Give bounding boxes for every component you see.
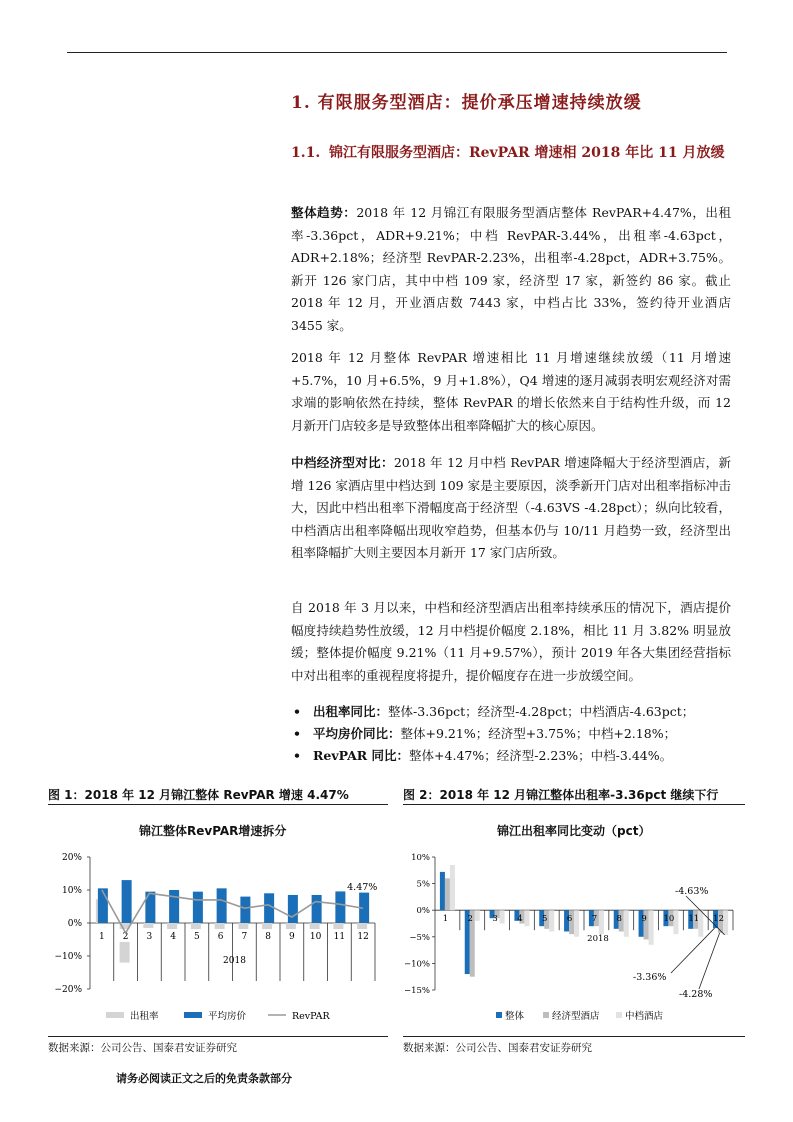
bullet-adr [291,723,731,745]
chart2-title: 锦江出租率同比变动（pct） [497,824,651,838]
adr-bar [288,895,298,923]
y-tick-label: 10% [61,886,82,896]
category-label: 1 [442,914,449,925]
category-label: 10 [309,932,322,942]
midscale-bar [450,865,455,910]
x-axis-year: 2018 [587,934,609,945]
occupancy-bar [143,923,153,928]
legend-occupancy-label: 出租率 [130,1011,159,1022]
legend-economy-swatch [543,1012,549,1018]
adr-bar [98,888,108,923]
adr-bar [264,893,274,923]
category-label: 12 [713,914,724,925]
midscale-bar [649,910,654,945]
category-label: 8 [265,932,271,942]
paragraph-label: 中档经济型对比： [291,455,394,470]
chart1-revpar [48,840,388,1035]
paragraph-text: 2018 年 12 月锦江有限服务型酒店整体 RevPAR+4.47%，出租率-3.36pct，ADR+9.21%；中档 RevPAR-3.44%，出租率-4.63pct，ADR+2.18%；经济型 RevPAR-2.23%，出租率-4.28pct，ADR+3.75%。新开 126 家门店，其中中档 109 家，经济型 17 家，新签约 86 家。截止 2018 年 12 月，开业酒店数 7443 家，中档占比 33%，签约待开业酒店 3455 家。 [291,205,731,333]
legend-overall-swatch [496,1012,502,1018]
figure2-source: 数据来源：公司公告、国泰君安证券研究 [403,1042,592,1054]
subsection-heading [291,142,731,164]
category-label: 10 [663,914,675,925]
source1-rule [48,1036,388,1037]
annotation-economy: -4.28% [679,989,713,1000]
category-label: 2 [122,932,129,942]
category-label: 3 [492,914,498,925]
category-label: 5 [194,932,200,942]
bullet-revpar [291,745,731,767]
adr-bar [312,895,322,923]
category-label: 5 [542,914,548,925]
y-tick-label: −10% [54,952,82,962]
midscale-bar [624,910,629,937]
bullet-occupancy [291,701,731,723]
midscale-bar [574,910,579,937]
midscale-bar [475,910,480,921]
legend-adr-swatch [184,1012,202,1018]
midscale-bar [524,910,529,926]
paragraph-pricing [291,597,731,687]
figure2-caption: 图 2：2018 年 12 月锦江整体出租率-3.36pct 继续下行 [403,788,719,802]
y-tick-label: 10% [411,853,430,863]
bullet-label: 平均房价同比： [313,726,401,741]
legend-midscale-label: 中档酒店 [625,1011,664,1022]
category-label: 4 [170,932,176,942]
category-label: 8 [616,914,622,925]
paragraph-text: 2018 年 12 月整体 RevPAR 增速相比 11 月增速继续放缓（11 月增速+5.7%，10 月+6.5%，9 月+1.8%），Q4 增速的逐月减弱表明宏观经济对需求端的影响依然在持续，整体 RevPAR 的增长依然来自于结构性升级，而 12 月新开门店较多是导致整体出租率降幅扩大的核心原因。 [291,350,731,433]
midscale-bar [599,910,604,934]
y-tick-label: 5% [416,879,430,890]
disclaimer: 请务必阅读正文之后的免责条款部分 [116,1072,292,1085]
paragraph-text: 自 2018 年 3 月以来，中档和经济型酒店出租率持续承压的情况下，酒店提价幅度持续趋势性放缓，12 月中档提价幅度 2.18%，相比 11 月 3.82% 明显放缓；整体提价幅度 9.21%（11 月+9.57%），预计 2019 年各大集团经营指标中对出租率的重视程度将提升，提价幅度存在进一步放缓空间。 [291,600,731,683]
legend-economy-label: 经济型酒店 [552,1011,600,1022]
y-tick-label: −10% [403,959,430,970]
figure2-rule [403,804,745,805]
x-axis-year: 2018 [223,956,246,966]
economy-bar [445,878,450,910]
category-label: 12 [357,932,369,942]
legend-occupancy-swatch [106,1012,124,1018]
revpar-annotation: 4.47% [347,882,378,894]
paragraph-text: 2018 年 12 月中档 RevPAR 增速降幅大于经济型酒店，新增 126 家酒店里中档达到 109 家是主要原因，淡季新开门店对出租率指标冲击大，因此中档出租率下滑幅度高于经济型（-4.63VS -4.28pct）；纵向比较看，中档酒店出租率降幅出现收窄趋势，但基本仍与 10/11 月趋势一致，经济型出租率降幅扩大则主要因本月新开 17 家门店所致。 [291,455,731,560]
adr-bar [217,888,227,923]
legend-midscale-swatch [616,1012,622,1018]
subsection-number: 1.1. [291,145,321,161]
category-label: 1 [99,932,105,942]
chart2-occupancy [403,840,748,1035]
adr-bar [335,891,345,923]
category-label: 9 [641,914,647,925]
section-heading: 1. 有限服务型酒店：提价承压增速持续放缓 [291,93,642,113]
category-label: 11 [333,932,346,942]
annotation-overall-leader [671,928,715,973]
adr-bar [122,880,132,923]
y-tick-label: 20% [61,853,82,863]
y-tick-label: −20% [54,985,82,995]
midscale-bar [500,910,505,923]
category-label: 7 [241,932,248,942]
legend-overall-label: 整体 [505,1011,525,1022]
category-label: 3 [146,932,153,942]
y-tick-label: 0% [416,906,430,917]
adr-bar [240,897,250,923]
bullet-text: 整体+4.47%；经济型-2.23%；中档-3.44%。 [409,748,673,763]
summary-bullets [291,701,731,767]
bullet-label: 出租率同比： [313,704,389,719]
top-rule [67,52,727,53]
midscale-bar [549,910,554,931]
figure1-rule [48,804,388,805]
paragraph-comparison [291,452,731,565]
category-label: 9 [289,932,295,942]
legend-adr-label: 平均房价 [208,1011,247,1022]
chart1-title: 锦江整体RevPAR增速拆分 [139,824,287,838]
category-label: 2 [467,914,473,925]
figure1-caption: 图 1：2018 年 12 月锦江整体 RevPAR 增速 4.47% [48,788,349,802]
annotation-midscale: -4.63% [675,886,709,897]
bullet-text: 整体+9.21%；经济型+3.75%；中档+2.18%； [400,726,677,741]
overall-bar [440,872,445,910]
paragraph-label: 整体趋势： [291,205,357,220]
paragraph-overall [291,202,731,337]
category-label: 11 [688,914,700,925]
legend-revpar-label: RevPAR [292,1011,330,1022]
adr-bar [169,890,179,923]
subsection-title: 锦江有限服务型酒店：RevPAR 增速相 2018 年比 11 月放缓 [329,145,725,161]
category-label: 7 [591,914,598,925]
paragraph-trend [291,347,731,437]
y-tick-label: −5% [409,932,430,943]
annotation-overall: -3.36% [633,972,667,983]
category-label: 6 [566,914,573,925]
adr-bar [193,892,203,923]
category-label: 6 [217,932,224,942]
source2-rule [403,1036,745,1037]
bullet-text: 整体-3.36pct；经济型-4.28pct；中档酒店-4.63pct； [388,704,695,719]
figure1-source: 数据来源：公司公告、国泰君安证券研究 [48,1042,237,1054]
category-label: 4 [517,914,523,925]
y-tick-label: 0% [67,919,82,929]
bullet-label: RevPAR 同比： [313,748,410,763]
y-tick-label: −15% [403,986,430,996]
